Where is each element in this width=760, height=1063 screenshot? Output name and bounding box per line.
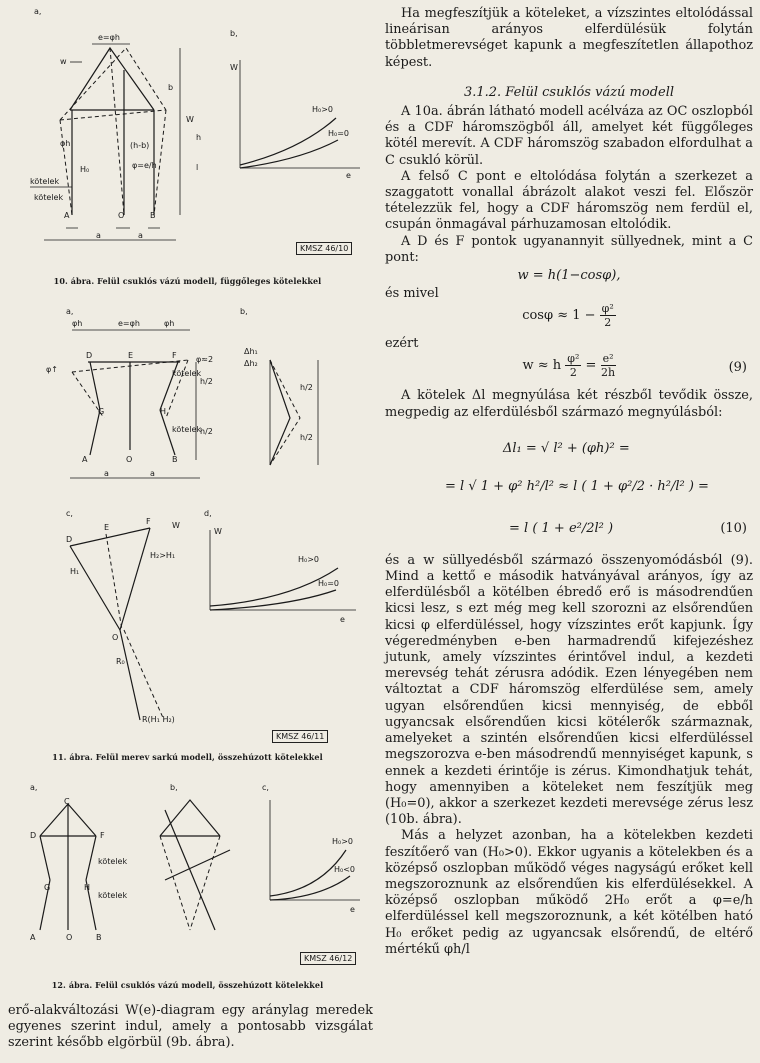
fig11-dh1: Δh₁	[244, 347, 258, 356]
fig11-dh2: Δh₂	[244, 359, 258, 368]
fig12-caption: 12. ábra. Felül csuklós vázú modell, összehúzott kötelekkel	[51, 980, 324, 990]
fig11-h2b: h/2	[200, 427, 213, 436]
fig11-label-d: d,	[204, 509, 212, 518]
fig11-c-O: O	[112, 633, 119, 642]
fig10-label-W: W	[186, 115, 194, 124]
right-paragraph-9: Más a helyzet azonban, ha a kötelekben kezdeti feszítőerő van (H₀>0). Ekkor ugyanis a kötelekben és a középső oszlopban működő véges nagyságú erőket kell megszoroznunk az elsőrendűen kis elferdülésekkel. A középső oszlopban működő 2H₀ erőt a φ=e/h elferdüléssel kell megszoroznunk, a két kötélben ható H₀ erőket pedig az ugyancsak elsőrendű, de eltérő mértékű φh/l	[385, 828, 753, 957]
fig12-D: D	[30, 831, 37, 840]
fig10-label-b-dim: b	[168, 83, 174, 92]
fig12-F: F	[100, 831, 105, 840]
right-column	[385, 0, 753, 1063]
section-heading: 3.1.2. Felül csuklós vázú modell	[463, 84, 675, 100]
fig11-code: KMSZ 46/11	[272, 730, 328, 743]
fig12-B: B	[96, 933, 102, 942]
fig11-phi1: φ↑	[46, 365, 58, 374]
fig10-label-kotelek: kötelek	[30, 177, 60, 186]
fig11-H2gtH1: H₂>H₁	[150, 551, 176, 560]
fig11-c-F: F	[146, 517, 151, 526]
fig10-axis-e: e	[346, 171, 351, 180]
fig10-label-phih: φh	[60, 139, 71, 148]
fig11-c-W: W	[172, 521, 180, 530]
fig10-label-B: B	[150, 211, 156, 220]
fig11-caption: 11. ábra. Felül merev sarkú modell, összehúzott kötelekkel	[52, 752, 323, 762]
fig10-label-b: b,	[230, 29, 238, 38]
fig11-F: F	[172, 351, 177, 360]
fig11-phi2: φ≈2	[196, 355, 214, 364]
fig11-a2: a	[150, 469, 155, 478]
fig12-C: C	[64, 797, 70, 806]
fig11-H: H	[160, 407, 167, 416]
left-column	[0, 0, 375, 1063]
fig12-G: G	[44, 883, 51, 892]
figure-12	[0, 780, 375, 980]
equation-2: cosφ ≈ 1 − $\frac{\text{φ²}}{2}$	[522, 302, 614, 330]
fig11-c-E: E	[104, 523, 110, 532]
fig10-label-h-dim: h	[196, 133, 202, 142]
fig11-d-W: W	[214, 527, 222, 536]
fig11-label-c: c,	[66, 509, 73, 518]
fig12-label-a: a,	[30, 783, 38, 792]
fig12-A: A	[30, 933, 36, 942]
right-paragraph-6: ezért	[385, 336, 419, 352]
fig10-label-A: A	[64, 211, 70, 220]
fig12-code: KMSZ 46/12	[300, 952, 356, 965]
fig10-label-l-dim: l	[196, 163, 199, 172]
fig12-curve1: H₀>0	[332, 837, 354, 846]
fig11-G: G	[98, 407, 105, 416]
right-paragraph-2: A 10a. ábrán látható modell acélváza az OC oszlopból és a CDF háromszögből áll, amelyet két függőleges kötél merevít. A CDF háromszög szabadon elfordulhat a C csukló körül.	[385, 104, 753, 168]
fig11-H1: H₁	[70, 567, 80, 576]
fig11-curve1: H₀>0	[298, 555, 320, 564]
fig10-label-O: O	[118, 211, 125, 220]
right-paragraph-3: A felső C pont e eltolódása folytán a szerkezet a szaggatott vonallal ábrázolt alakot veszi fel. Először tételezzük fel, hogy a CDF háromszög nem ferdül el, csupán önmagával párhuzamosan eltolódik.	[385, 168, 753, 233]
left-paragraph-1: erő-alakváltozási W(e)-diagram egy aránylag meredek egyenes szerint indul, amely a pontosabb vizsgálat szerint később elgörbül (9b. ábra).	[8, 1003, 373, 1051]
figure-11	[0, 300, 375, 750]
fig10-label-kotelek2: kötelek	[34, 193, 64, 202]
fig11-A: A	[82, 455, 88, 464]
fig10-label-e-h: φ=e/h	[132, 161, 157, 170]
fig11-phih-r: φh	[164, 319, 175, 328]
right-paragraph-8: és a w süllyedésből származó összenyomódásból (9). Mind a kettő e második hatványával arányos, így az elferdülésből a kötélben ébredő erő is másodrendűen kicsi lesz, s ezt még meg kell szorozni az elsőrendűen kicsi φ elferdüléssel, hogy vízszintes erőt kapjunk. Így végeredményben e-ben harmadrendű kifejezéshez jutunk, amely vízszintes érintővel indul, a kezdeti merevség tehát zérusra adódik. Ezen lényegében nem változtat a CDF háromszög elferdülése sem, amely ugyan elsőrendűen kicsi mennyiség, de ebből ugyancsak elsőrendűen kicsi kötélerők származnak, amelyeket a szintén elsőrendűen kicsi elferdüléssel megszorozva e-ben másodrendű mennyiséget kapunk, s ennek a kezdeti érintője is zérus. Kimondhatjuk tehát, hogy amennyiben a köteleket nem feszítjük meg (H₀=0), akkor a szerkezet kezdeti merevsége zérus lesz (10b. ábra).	[385, 552, 753, 828]
fig12-e: e	[350, 905, 355, 914]
fig11-B: B	[172, 455, 178, 464]
fig10-label-hb: (h-b)	[130, 141, 150, 150]
fig11-kotelek2: kötelek	[172, 425, 202, 434]
fig11-O: O	[126, 455, 133, 464]
fig10-label-w-top: w	[60, 57, 67, 66]
figure-10	[0, 0, 375, 290]
fig11-h2a: h/2	[200, 377, 213, 386]
fig10-curve1: H₀>0	[312, 105, 334, 114]
fig12-H: H	[84, 883, 91, 892]
equation-1: w = h(1−cosφ),	[517, 268, 621, 284]
fig10-label-a: a,	[34, 7, 42, 16]
fig12-curve2: H₀<0	[334, 865, 356, 874]
right-paragraph-4: A D és F pontok ugyanannyit süllyednek, mint a C pont:	[385, 233, 753, 265]
fig11-RH: R(H₁ H₂)	[142, 715, 175, 724]
fig11-ephih: e=φh	[118, 319, 140, 328]
fig11-kotelek1: kötelek	[172, 369, 202, 378]
fig10-label-H0-left: H₀	[80, 165, 90, 174]
fig12-label-b: b,	[170, 783, 178, 792]
fig12-O: O	[66, 933, 73, 942]
fig11-E: E	[128, 351, 134, 360]
fig11-phih-l: φh	[72, 319, 83, 328]
fig11-D: D	[86, 351, 93, 360]
fig11-c-D: D	[66, 535, 73, 544]
equation-4: Δl₁ = √ l² + (φh)² = = l √ 1 + φ² h²/l² ≈ l ( 1 + φ²/2 · h²/l² ) = = l ( 1 + e²/2l² ) (10)	[445, 440, 747, 536]
fig10-label-a1: a	[96, 231, 101, 240]
right-paragraph-7: A kötelek Δl megnyúlása két részből tevődik össze, megpedig az elferdülésből származó megnyúlásból:	[385, 388, 753, 420]
right-paragraph-5: és mivel	[385, 286, 439, 302]
fig10-code: KMSZ 46/10	[296, 242, 352, 255]
fig10-caption: 10. ábra. Felül csuklós vázú modell, függőleges kötelekkel	[53, 276, 322, 286]
fig10-axis-W: W	[230, 63, 238, 72]
figure-11-drawing	[0, 300, 375, 750]
fig11-label-a: a,	[66, 307, 74, 316]
fig10-curve2: H₀=0	[328, 129, 350, 138]
fig11-b-h2a: h/2	[300, 383, 313, 392]
fig10-label-ephih: e=φh	[98, 33, 120, 42]
fig12-kotelek2: kötelek	[98, 891, 128, 900]
fig11-d-e: e	[340, 615, 345, 624]
equation-3: w ≈ h $\frac{\text{φ²}}{2}$ = $\frac{\text{e²}}{2h}$ (9)	[522, 352, 747, 380]
fig11-R0: R₀	[116, 657, 125, 666]
fig12-kotelek1: kötelek	[98, 857, 128, 866]
figure-12-drawing	[0, 780, 375, 980]
right-paragraph-1: Ha megfeszítjük a köteleket, a vízszintes eltolódással lineárisan arányos elferdülésük folytán többletmerevséget kapunk a megfeszítetlen állapothoz képest.	[385, 6, 753, 70]
fig11-b-h2b: h/2	[300, 433, 313, 442]
fig10-label-a2: a	[138, 231, 143, 240]
fig12-label-c: c,	[262, 783, 269, 792]
fig11-a1: a	[104, 469, 109, 478]
fig11-curve2: H₀=0	[318, 579, 340, 588]
fig11-label-b: b,	[240, 307, 248, 316]
